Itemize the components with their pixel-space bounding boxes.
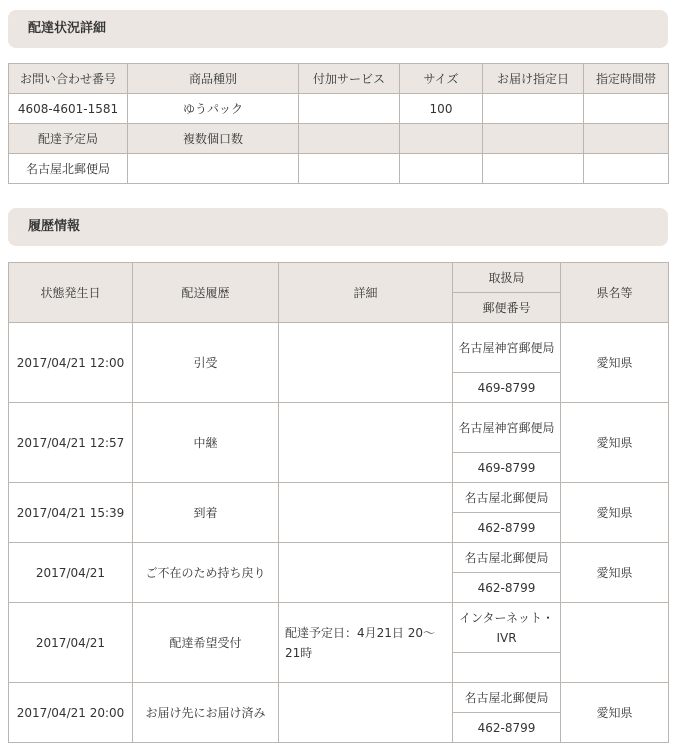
postal-code: 462-8799 — [453, 713, 561, 743]
prefecture: 愛知県 — [561, 543, 669, 603]
delivery-office: 名古屋北郵便局 — [9, 154, 128, 184]
delivery-event: お届け先にお届け済み — [133, 683, 279, 743]
prefecture: 愛知県 — [561, 323, 669, 403]
header-handling-office: 取扱局 — [453, 263, 561, 293]
handling-office: 名古屋神宮郵便局 — [453, 403, 561, 453]
prefecture: 愛知県 — [561, 403, 669, 483]
delivery-event: 配達希望受付 — [133, 603, 279, 683]
product-type: ゆうパック — [128, 94, 299, 124]
table-row — [9, 603, 669, 653]
time-slot — [584, 94, 669, 124]
header-status-date: 状態発生日 — [9, 263, 133, 323]
delivery-date — [483, 94, 584, 124]
header-product-type: 商品種別 — [128, 64, 299, 94]
status-date: 2017/04/21 — [9, 603, 133, 683]
postal-code: 462-8799 — [453, 573, 561, 603]
header-postal-code: 郵便番号 — [453, 293, 561, 323]
delivery-event: 中継 — [133, 403, 279, 483]
header-detail: 詳細 — [279, 263, 453, 323]
header-multi-package: 複数個口数 — [128, 124, 299, 154]
event-detail — [279, 403, 453, 483]
header-inquiry-number: お問い合わせ番号 — [9, 64, 128, 94]
status-date: 2017/04/21 20:00 — [9, 683, 133, 743]
header-additional-service: 付加サービス — [299, 64, 400, 94]
handling-office: 名古屋北郵便局 — [453, 483, 561, 513]
header-delivery-history: 配送履歴 — [133, 263, 279, 323]
header-size: サイズ — [400, 64, 483, 94]
table-row — [9, 323, 669, 373]
inquiry-number: 4608-4601-1581 — [9, 94, 128, 124]
event-detail — [279, 543, 453, 603]
postal-code: 469-8799 — [453, 373, 561, 403]
event-detail — [279, 683, 453, 743]
multi-package-count — [128, 154, 299, 184]
event-detail — [279, 323, 453, 403]
header-delivery-office: 配達予定局 — [9, 124, 128, 154]
delivery-event: 引受 — [133, 323, 279, 403]
delivery-event: 到着 — [133, 483, 279, 543]
status-date: 2017/04/21 15:39 — [9, 483, 133, 543]
delivery-event: ご不在のため持ち戻り — [133, 543, 279, 603]
postal-code: 462-8799 — [453, 513, 561, 543]
event-detail: 配達予定日：4月21日 20～21時 — [279, 603, 453, 683]
event-detail — [279, 483, 453, 543]
size-value: 100 — [400, 94, 483, 124]
table-row — [9, 683, 669, 713]
header-prefecture: 県名等 — [561, 263, 669, 323]
table-row — [9, 483, 669, 513]
header-time-slot: 指定時間帯 — [584, 64, 669, 94]
handling-office: 名古屋北郵便局 — [453, 683, 561, 713]
status-date: 2017/04/21 — [9, 543, 133, 603]
table-row — [9, 403, 669, 453]
table-row — [9, 543, 669, 573]
status-date: 2017/04/21 12:57 — [9, 403, 133, 483]
status-section-title: 配達状況詳細 — [8, 10, 668, 48]
status-date: 2017/04/21 12:00 — [9, 323, 133, 403]
handling-office: インターネット・IVR — [453, 603, 561, 653]
postal-code — [453, 653, 561, 683]
postal-code: 469-8799 — [453, 453, 561, 483]
handling-office: 名古屋北郵便局 — [453, 543, 561, 573]
status-table — [8, 63, 669, 184]
prefecture — [561, 603, 669, 683]
prefecture: 愛知県 — [561, 683, 669, 743]
header-delivery-date: お届け指定日 — [483, 64, 584, 94]
prefecture: 愛知県 — [561, 483, 669, 543]
history-section-title: 履歴情報 — [8, 208, 668, 246]
history-table — [8, 262, 669, 743]
handling-office: 名古屋神宮郵便局 — [453, 323, 561, 373]
additional-service — [299, 94, 400, 124]
